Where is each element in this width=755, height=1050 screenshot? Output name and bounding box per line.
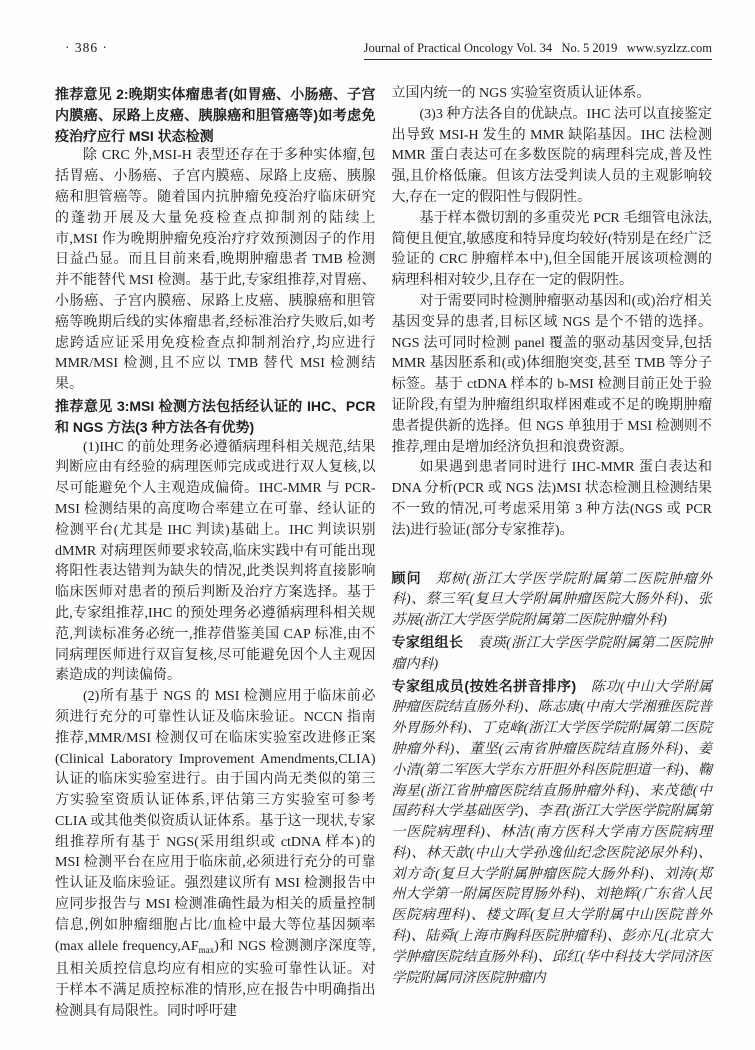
text-run: 基于样本微切割的多重荧光 PCR 毛细管电泳法,简便且便宜,敏感度和特异度均较好(特别是在经广泛验证的 CRC 肿瘤样本中),但全国能开展该项检测的病理科相对较少,且存在一定的假阴性。 [391,210,712,289]
text-run: 对于需要同时检测肿瘤驱动基因和(或)治疗相关基因变异的患者,目标区域 NGS 是个不错的选择。NGS 法可同时检测 panel 覆盖的驱动基因变异,包括 MMR 基因胚系和(或)体细胞突变,甚至 TMB 等分子标签。基于 ctDNA 样本的 b-MSI 检测目前正处于验证阶段,有望为肿瘤组织取样困难或不足的晚期肿瘤患者提供新的选择。但 NGS 单独用于 MSI 检测则不推荐,理由是增加经济负担和浪费资源。 [391,293,712,455]
body-paragraph [392,292,713,458]
text-run: 袁瑛(浙江大学医学院附属第二医院肿瘤内科) [391,635,713,672]
text-run: (3)3 种方法各自的优缺点。IHC 法可以直接鉴定出导致 MSI-H 发生的 MMR 缺陷基因。IHC 法检测 MMR 蛋白表达可在多数医院的病理科完成,普及性强,且价格低廉。但该方法受判读人员的主观影响较大,存在一定的假阳性与假阴性。 [391,106,712,205]
text-run: (1)IHC 的前处理务必遵循病理科相关规范,结果判断应由有经验的病理医师完成或进行双人复核,以尽可能避免个人主观造成偏倚。IHC-MMR 与 PCR-MSI 检测结果的高度吻合率建立在可靠、经认证的检测平台(尤其是 IHC 判读)基础上。IHC 判读识别 dMMR 对病理医师要求较高,临床实践中有可能出现将阳性表达错判为缺失的情况,此类误判将直接影响临床医师对患者的预后判断及治疗方案选择。基于此,专家组推荐,IHC 的预处理务必遵循病理科相关规范,判读标准务必统一,推荐借鉴美国 CAP 标准,由不同病理医师进行双盲复核,尽可能避免因个人主观因素造成的判读偏倚。 [55,439,376,684]
body-paragraph [55,438,376,688]
section-heading [55,84,376,146]
expert-list-paragraph [392,676,713,990]
body-paragraph [392,84,713,105]
text-run: 如果遇到患者同时进行 IHC-MMR 蛋白表达和 DNA 分析(PCR 或 NGS 法)MSI 状态检测且检测结果不一致的情况,可考虑采用第 3 种方法(NGS 或 PCR 法)进行验证(部分专家推荐)。 [391,460,712,538]
text-run: 推荐意见 2:晚期实体瘤患者(如胃癌、小肠癌、子宫内膜癌、尿路上皮癌、胰腺癌和胆管癌等)如考虑免疫治疗应行 MSI 状态检测 [55,86,376,144]
body-paragraph [55,687,376,1023]
text-run: )和 NGS 检测测序深度等,且相关质控信息均应有相应的实验可靠性认证。对于样本不满足质控标准的情形,应在报告中明确指出检测具有局限性。同时呼吁建 [55,938,376,1020]
left-column [55,84,376,1023]
text-run: 推荐意见 3:MSI 检测方法包括经认证的 IHC、PCR 和 NGS 方法(3 种方法各有优势) [55,397,376,435]
article-body [55,84,712,1023]
text-run: 立国内统一的 NGS 实验室资质认证体系。 [391,86,651,101]
expert-role-label: 顾问 [391,569,422,586]
body-paragraph [392,209,713,292]
text-run: 陈功(中山大学附属肿瘤医院结直肠外科)、陈志康(中南大学湘雅医院普外胃肠外科)、丁克峰(浙江大学医学院附属第二医院肿瘤外科)、董坚(云南省肿瘤医院结直肠外科)、姜小清(第二军医大学东方肝胆外科医院胆道一科)、鞠海星(浙江省肿瘤医院结直肠肿瘤外科)、来茂德(中国药科大学基础医学)、李君(浙江大学医学院附属第一医院病理科)、林洁(南方医科大学南方医院病理科)、林天歆(中山大学孙逸仙纪念医院泌尿外科)、刘方奇(复旦大学附属肿瘤医院大肠外科)、刘涛(郑州大学第一附属医院胃肠外科)、刘艳辉(广东省人民医院病理科)、楼文晖(复旦大学附属中山医院普外科)、陆舜(上海市胸科医院肿瘤科)、彭亦凡(北京大学肿瘤医院结直肠外科)、邱红(华中科技大学同济医学院附属同济医院肿瘤内 [391,679,712,986]
page-header [55,40,712,60]
expert-role-label: 专家组成员(按姓名拼音排序) [391,677,577,694]
expert-role-label: 专家组组长 [391,633,464,650]
expert-list-paragraph [392,568,713,632]
body-paragraph [392,458,713,541]
section-heading [55,396,376,438]
journal-reference: Journal of Practical Oncology Vol. 34 No. 5 2019 www.syzlzz.com [364,41,712,60]
text-run: (2)所有基于 NGS 的 MSI 检测应用于临床前必须进行充分的可靠性认证及临床验证。NCCN 指南推荐,MMR/MSI 检测仅可在临床实验室改进修正案(Clinical Laboratory Improvement Amendments,CLIA)认证的临床实验室进行。由于国内尚无类似的第三方实验室资质认证体系,评估第三方实验室可参考 CLIA 或其他类似资质认证体系。基于这一现状,专家组推荐所有基于 NGS(采用组织或 ctDNA 样本)的 MSI 检测平台在应用于临床前,必须进行充分的可靠性认证及临床验证。强烈建议所有 MSI 检测报告中应同步报告与 MSI 检测准确性最为相关的质量控制信息,例如肿瘤细胞占比/血检中最大等位基因频率(max allele frequency,AF [55,689,376,954]
page-number: · 386 · [65,40,108,55]
subscript-text: max [198,944,215,955]
text-run: 除 CRC 外,MSI-H 表型还存在于多种实体瘤,包括胃癌、小肠癌、子宫内膜癌、尿路上皮癌、胰腺癌和胆管癌等。随着国内抗肿瘤免疫治疗临床研究的蓬勃开展及大量免疫检查点抑制剂的陆续上市,MSI 作为晚期肿瘤免疫治疗疗效预测因子的作用日益凸显。而且目前来看,晚期肿瘤患者 TMB 检测并不能替代 MSI 检测。基于此,专家组推荐,对胃癌、小肠癌、子宫内膜癌、尿路上皮癌、胰腺癌和胆管癌等晚期后线的实体瘤患者,经标准治疗失败后,如考虑跨适应证采用免疫检查点抑制剂治疗,均应进行 MMR/MSI 检测,且不应以 TMB 替代 MSI 检测结果。 [55,148,376,393]
right-column [392,84,713,1023]
text-run: 郑树(浙江大学医学院附属第二医院肿瘤外科)、蔡三军(复旦大学附属肿瘤医院大肠外科)、张苏展(浙江大学医学院附属第二医院肿瘤外科) [391,571,712,629]
body-paragraph [55,146,376,396]
body-paragraph [392,105,713,209]
expert-list-paragraph [392,632,713,676]
